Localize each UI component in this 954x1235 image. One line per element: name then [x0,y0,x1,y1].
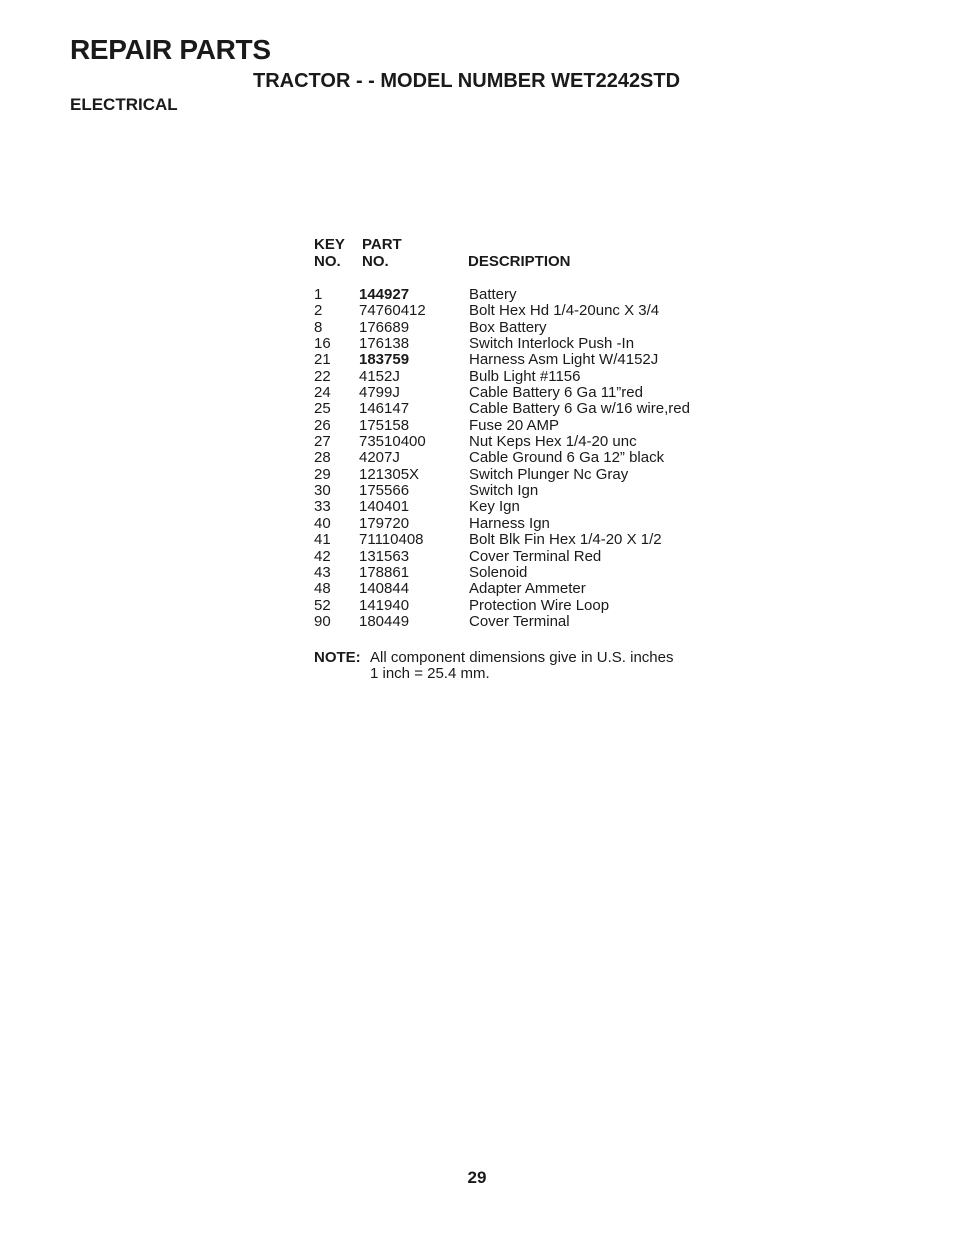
parts-list [314,236,734,682]
page-number: 29 [467,1168,487,1187]
parts-row [314,385,734,401]
part-number: 144927 [359,286,410,303]
part-number: 140401 [359,498,410,516]
parts-row [314,598,734,614]
parts-row [314,467,734,483]
part-description: Solenoid [469,563,528,581]
part-number: 121305X [359,465,420,483]
key-number: 25 [314,400,331,418]
parts-row [314,401,734,417]
parts-row [314,532,734,548]
part-description: Bulb Light #1156 [469,367,581,385]
part-description: Box Battery [469,318,547,336]
part-description: Switch Plunger Nc Gray [469,465,629,483]
parts-row [314,483,734,499]
key-number: 2 [314,302,323,320]
part-description: Cable Battery 6 Ga 11”red [469,384,643,402]
part-number: 4799J [359,384,400,402]
part-number: 140844 [359,580,410,598]
key-number: 30 [314,482,331,500]
part-number: 183759 [359,351,410,369]
parts-list-rows [314,287,734,630]
part-number: 176689 [359,318,410,336]
note-text-line2: 1 inch = 25.4 mm. [370,665,490,682]
parts-row [314,499,734,515]
parts-row [314,320,734,336]
parts-row [314,369,734,385]
key-number: 41 [314,531,331,549]
section-heading: ELECTRICAL [70,95,178,114]
part-column-header-line2: NO. [362,253,389,270]
part-description: Cover Terminal [469,612,570,630]
key-number: 90 [314,612,331,630]
part-description: Adapter Ammeter [469,580,586,598]
key-number: 29 [314,465,331,483]
part-description: Fuse 20 AMP [469,416,560,434]
key-number: 28 [314,449,331,467]
part-description: Bolt Hex Hd 1/4-20unc X 3/4 [469,302,660,320]
note-text-line1: All component dimensions give in U.S. inches [370,649,674,666]
part-description: Cover Terminal Red [469,547,602,565]
parts-row [314,450,734,466]
key-number: 27 [314,433,331,451]
part-number: 175158 [359,416,410,434]
parts-row [314,614,734,630]
parts-row [314,418,734,434]
parts-list-header [314,236,734,280]
key-number: 21 [314,351,331,369]
key-number: 48 [314,580,331,598]
part-number: 179720 [359,514,410,532]
description-column-header: DESCRIPTION [468,253,571,270]
part-description: Nut Keps Hex 1/4-20 unc [469,433,637,451]
key-column-header-line2: NO. [314,253,341,270]
key-number: 40 [314,514,331,532]
part-number: 178861 [359,563,410,581]
parts-row [314,434,734,450]
parts-row [314,287,734,303]
part-description: Switch Ign [469,482,539,500]
model-subtitle: TRACTOR - - MODEL NUMBER WET2242STD [253,70,681,92]
part-number: 4152J [359,367,400,385]
key-number: 16 [314,335,331,353]
key-number: 1 [314,286,323,303]
part-description: Key Ign [469,498,520,516]
part-number: 74760412 [359,302,426,320]
parts-row [314,565,734,581]
part-description: Protection Wire Loop [469,596,610,614]
part-description: Harness Ign [469,514,550,532]
key-number: 22 [314,367,331,385]
part-number: 175566 [359,482,410,500]
part-number: 71110408 [359,531,424,549]
page-title: REPAIR PARTS [70,34,271,65]
parts-row [314,352,734,368]
part-number: 141940 [359,596,410,614]
parts-row [314,549,734,565]
key-number: 52 [314,596,331,614]
part-number: 131563 [359,547,410,565]
key-number: 42 [314,547,331,565]
part-description: Cable Battery 6 Ga w/16 wire,red [469,400,690,418]
parts-row [314,516,734,532]
part-description: Cable Ground 6 Ga 12” black [469,449,665,467]
part-description: Switch Interlock Push -In [469,335,635,353]
part-number: 73510400 [359,433,426,451]
parts-row [314,581,734,597]
part-description: Harness Asm Light W/4152J [469,351,659,369]
part-description: Battery [469,286,517,303]
part-number: 4207J [359,449,400,467]
part-number: 180449 [359,612,410,630]
key-number: 24 [314,384,331,402]
part-number: 176138 [359,335,410,353]
parts-row [314,336,734,352]
parts-row [314,303,734,319]
key-number: 8 [314,318,323,336]
key-column-header-line1: KEY [314,236,345,253]
key-number: 26 [314,416,331,434]
part-number: 146147 [359,400,410,418]
part-column-header-line1: PART [362,236,402,253]
key-number: 33 [314,498,331,516]
key-number: 43 [314,563,331,581]
part-description: Bolt Blk Fin Hex 1/4-20 X 1/2 [469,531,662,549]
note-label: NOTE: [314,649,361,666]
